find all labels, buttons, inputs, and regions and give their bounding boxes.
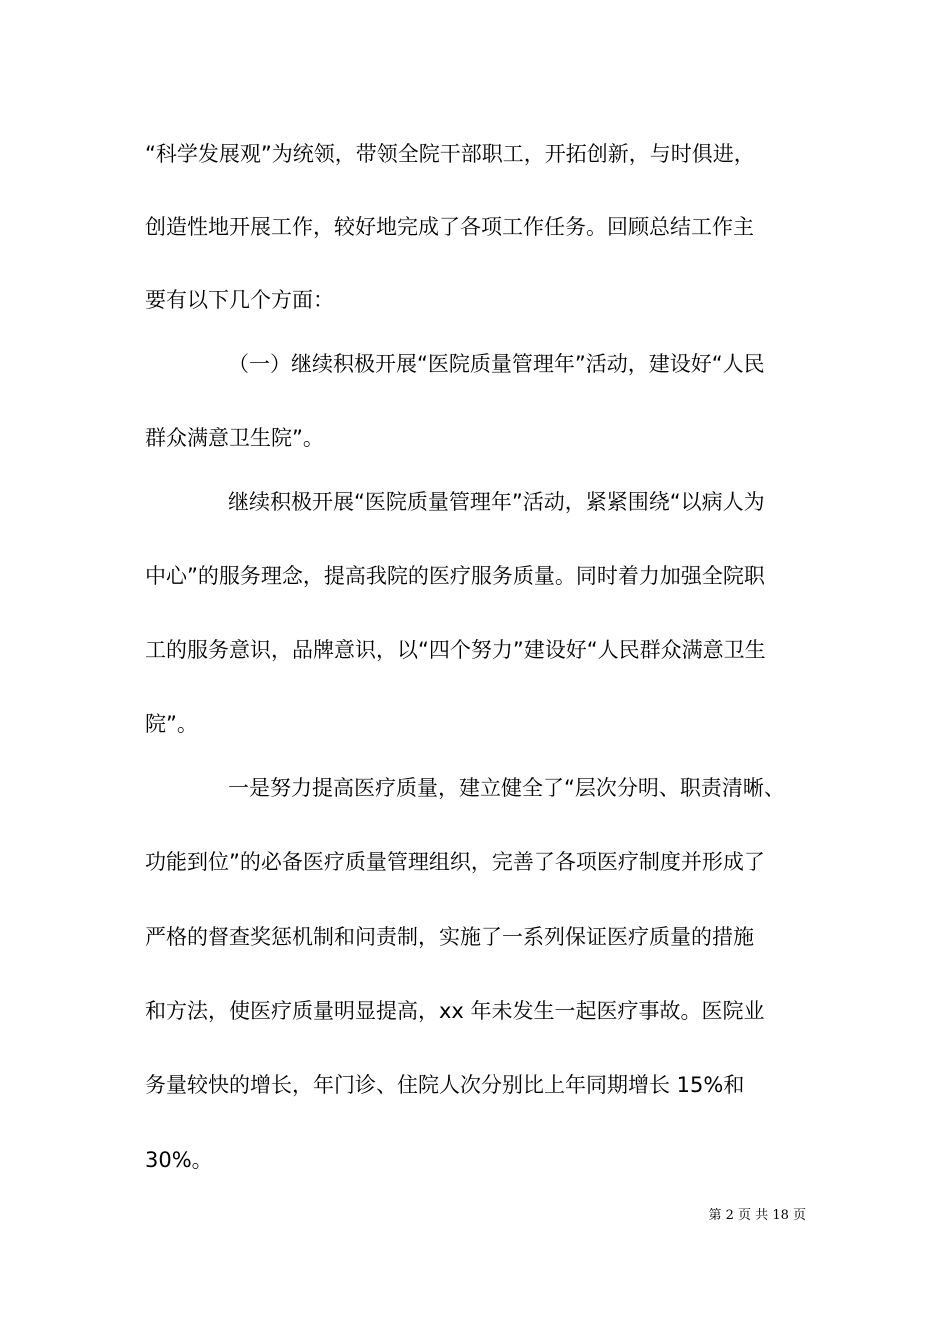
text-line: 要有以下几个方面： bbox=[145, 288, 334, 312]
paragraph-line: 工的服务意识，品牌意识，以“四个努力”建设好“人民群众满意卫生 bbox=[145, 638, 766, 662]
paragraph-line: 和方法，使医疗质量明显提高，xx 年未发生一起医疗事故。医院业 bbox=[145, 999, 765, 1023]
paragraph-line: 务量较快的增长，年门诊、住院人次分别比上年同期增长 15%和 bbox=[145, 1073, 745, 1097]
paragraph-line: 继续积极开展“医院质量管理年”活动，紧紧围绕“以病人为 bbox=[228, 490, 765, 514]
text-line: 创造性地开展工作，较好地完成了各项工作任务。回顾总结工作主 bbox=[145, 215, 754, 239]
paragraph-line: 中心”的服务理念，提高我院的医疗服务质量。同时着力加强全院职 bbox=[145, 564, 765, 588]
text-line: “科学发展观”为统领，带领全院干部职工，开拓创新，与时俱进， bbox=[145, 142, 755, 166]
paragraph-line: 30%。 bbox=[145, 1148, 213, 1172]
paragraph-line: 功能到位”的必备医疗质量管理组织，完善了各项医疗制度并形成了 bbox=[145, 850, 765, 874]
page-number: 第 2 页 共 18 页 bbox=[708, 1208, 806, 1223]
section-heading-line: （一）继续积极开展“医院质量管理年”活动，建设好“人民 bbox=[228, 352, 765, 376]
paragraph-line: 严格的督查奖惩机制和问责制，实施了一系列保证医疗质量的措施 bbox=[145, 925, 754, 949]
paragraph-line: 院”。 bbox=[145, 712, 198, 736]
section-heading-line: 群众满意卫生院”。 bbox=[145, 426, 324, 450]
paragraph-line: 一是努力提高医疗质量，建立健全了“层次分明、职责清晰、 bbox=[228, 776, 785, 800]
